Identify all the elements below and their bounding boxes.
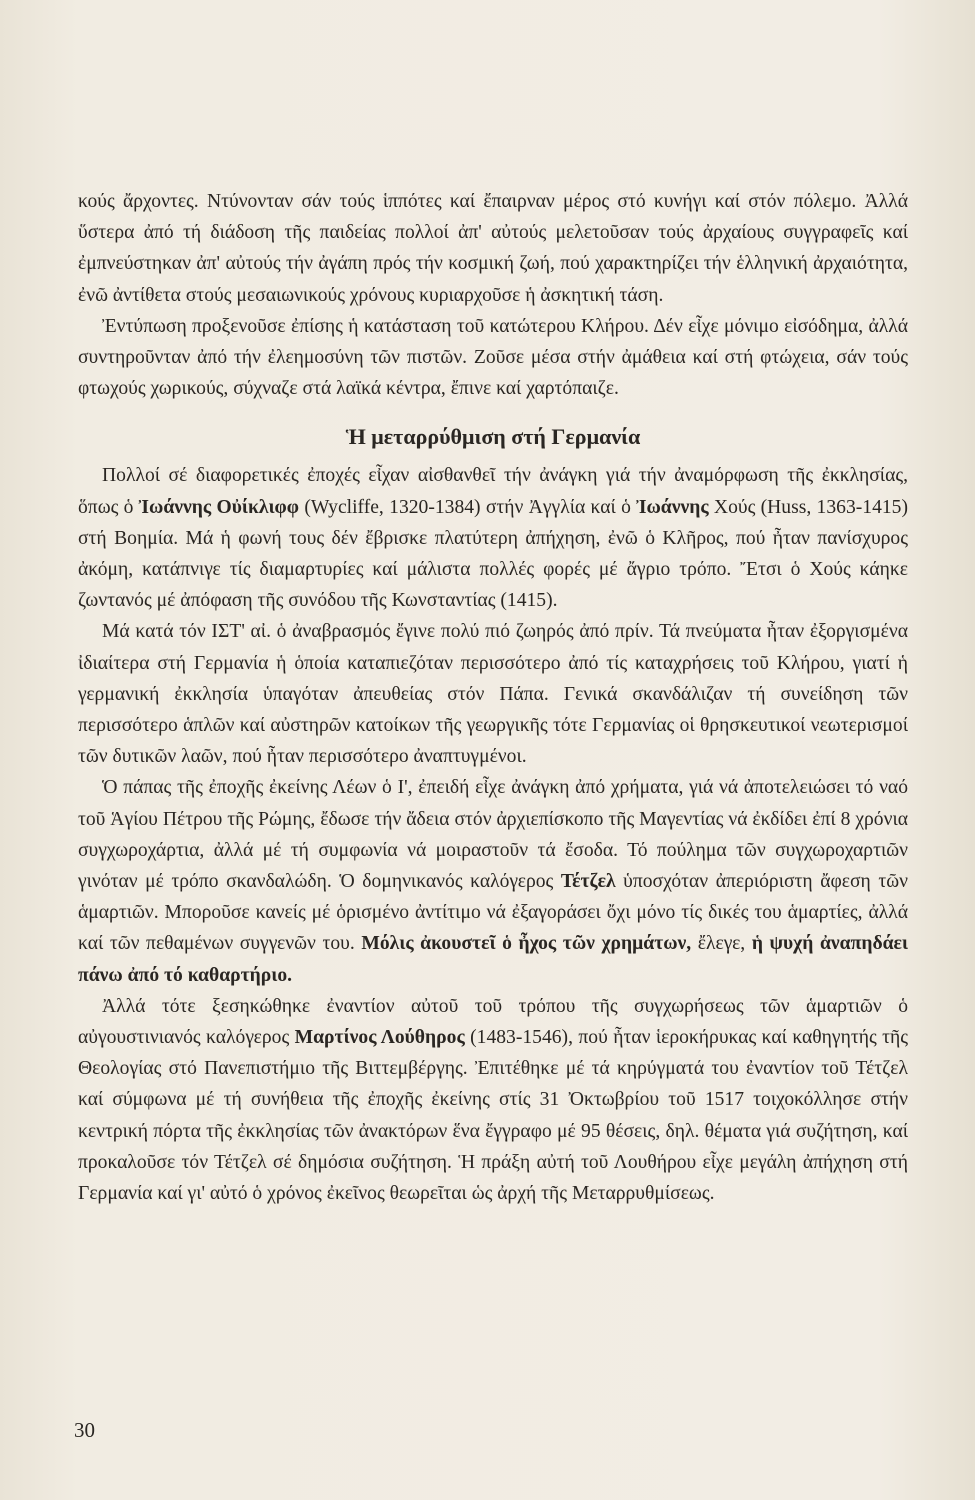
bold-name: Ἰωάννης Οὐίκλιφφ <box>138 496 300 518</box>
bold-name: Ἰωάννης <box>636 496 709 518</box>
paragraph-5: Ὁ πάπας τῆς ἐποχῆς ἐκείνης Λέων ὁ Ι', ἐπειδή εἶχε ἀνάγκη ἀπό χρήματα, γιά νά ἀποτελειώσει τό ναό τοῦ Ἁγίου Πέτρου τῆς Ρώμης, ἔδωσε τήν ἄδεια στόν ἀρχιεπίσκοπο τῆς Μαγεντίας νά ἐκδίδει ἐπί 8 χρόνια συγχωροχάρτια, ἀλλά μέ τή συμφωνία νά μοιραστοῦν τά ἔσοδα. Τό πούλημα τῶν συγχωροχαρτιῶν γινόταν μέ τρόπο σκανδαλώδη. Ὁ δομηνικανός καλόγερος Τέτζελ ὑποσχόταν ἀπεριόριστη ἄφεση τῶν ἁμαρτιῶν. Μποροῦσε κανείς μέ ὁρισμένο ἀντίτιμο νά ἐξαγοράσει ὄχι μόνο τίς δικές του ἁμαρτίες, ἀλλά καί τῶν πεθαμένων συγγενῶν του. Μόλις ἀκουστεῖ ὁ ἦχος τῶν χρημάτων, ἔλεγε, ἡ ψυχή ἀναπηδάει πάνω ἀπό τό καθαρτήριο. <box>78 777 908 986</box>
bold-quote: Μόλις ἀκουστεῖ ὁ ἦχος τῶν χρημάτων, <box>361 933 692 955</box>
body-text <box>78 186 908 1209</box>
bold-name: Μαρτίνος Λούθηρος <box>294 1027 465 1049</box>
paragraph-3: Πολλοί σέ διαφορετικές ἐποχές εἶχαν αἰσθανθεῖ τήν ἀνάγκη γιά τήν ἀναμόρφωση τῆς ἐκκλησίας, ὅπως ὁ Ἰωάννης Οὐίκλιφφ (Wycliffe, 1320-1384) στήν Ἀγγλία καί ὁ Ἰωάννης Χούς (Huss, 1363-1415) στή Βοημία. Μά ἡ φωνή τους δέν ἔβρισκε πλατύτερη ἀπήχηση, ἐνῶ ὁ Κλῆρος, πού ἦταν πανίσχυρος ἀκόμη, κατάπνιγε τίς διαμαρτυρίες καί μάλιστα πολλές φορές μέ ἄγριο τρόπο. Ἔτσι ὁ Χούς κάηκε ζωντανός μέ ἀπόφαση τῆς συνόδου τῆς Κωνσταντίας (1415). <box>78 465 908 612</box>
paragraph-2: Ἐντύπωση προξενοῦσε ἐπίσης ἡ κατάσταση τοῦ κατώτερου Κλήρου. Δέν εἶχε μόνιμο εἰσόδημα, ἀλλά συντηροῦνταν ἀπό τήν ἐλεημοσύνη τῶν πιστῶν. Ζοῦσε μέσα στήν ἀμάθεια καί στή φτώχεια, σάν τούς φτωχούς χωρικούς, σύχναζε στά λαϊκά κέντρα, ἔπινε καί χαρτόπαιζε. <box>78 315 908 400</box>
bold-quote: ἡ ψυχή ἀναπηδάει πάνω ἀπό τό καθαρτήριο. <box>78 933 908 986</box>
page-number: 30 <box>74 1418 95 1442</box>
paragraph-4: Μά κατά τόν ΙΣΤ' αἰ. ὁ ἀναβρασμός ἔγινε πολύ πιό ζωηρός ἀπό πρίν. Τά πνεύματα ἦταν ἐξοργισμένα ἰδιαίτερα στή Γερμανία ἡ ὁποία καταπιεζόταν περισσότερο ἀπό τίς καταχρήσεις τοῦ Κλήρου, γιατί ἡ γερμανική ἐκκλησία ὑπαγόταν ἀπευθείας στόν Πάπα. Γενικά σκανδάλιζαν τή συνείδηση τῶν περισσότερο ἁπλῶν καί αὐστηρῶν κατοίκων τῆς γεωργικῆς τότε Γερμανίας οἱ θρησκευτικοί νεωτερισμοί τῶν δυτικῶν λαῶν, πού ἦταν περισσότερο ἀναπτυγμένοι. <box>78 621 908 768</box>
paragraph-6: Ἀλλά τότε ξεσηκώθηκε ἐναντίον αὐτοῦ τοῦ τρόπου τῆς συγχωρήσεως τῶν ἁμαρτιῶν ὁ αὐγουστινιανός καλόγερος Μαρτίνος Λούθηρος (1483-1546), πού ἦταν ἱεροκήρυκας καί καθηγητής τῆς Θεολογίας στό Πανεπιστήμιο τῆς Βιττεμβέργης. Ἐπιτέθηκε μέ τά κηρύγματά του ἐναντίον τοῦ Τέτζελ καί σύμφωνα μέ τή συνήθεια τῆς ἐποχῆς ἐκείνης στίς 31 Ὀκτωβρίου τοῦ 1517 τοιχοκόλλησε στήν κεντρική πόρτα τῆς ἐκκλησίας τῶν ἀνακτόρων ἕνα ἔγγραφο μέ 95 θέσεις, δηλ. θέματα γιά συζήτηση, καί προκαλοῦσε τόν Τέτζελ σέ δημόσια συζήτηση. Ἡ πράξη αὐτή τοῦ Λουθήρου εἶχε μεγάλη ἀπήχηση στή Γερμανία καί γι' αὐτό ὁ χρόνος ἐκεῖνος θεωρεῖται ὡς ἀρχή τῆς Μεταρρυθμίσεως. <box>78 995 908 1205</box>
section-heading: Ἡ μεταρρύθμιση στή Γερμανία <box>345 424 641 450</box>
paragraph-1: κούς ἄρχοντες. Ντύνονταν σάν τούς ἱππότες καί ἔπαιρναν μέρος στό κυνήγι καί στόν πόλεμο. Ἀλλά ὕστερα ἀπό τή διάδοση τῆς παιδείας πολλοί ἀπ' αὐτούς μελετοῦσαν τούς ἀρχαίους συγγραφεῖς καί ἐμπνεύστηκαν ἀπ' αὐτούς τήν ἀγάπη πρός τήν κοσμική ζωή, πού χαρακτηρίζει τήν ἑλληνική ἀρχαιότητα, ἐνῶ ἀντίθετα στούς μεσαιωνικούς χρόνους κυριαρχοῦσε ἡ ἀσκητική τάση. <box>78 191 908 306</box>
bold-name: Τέτζελ <box>560 871 616 893</box>
